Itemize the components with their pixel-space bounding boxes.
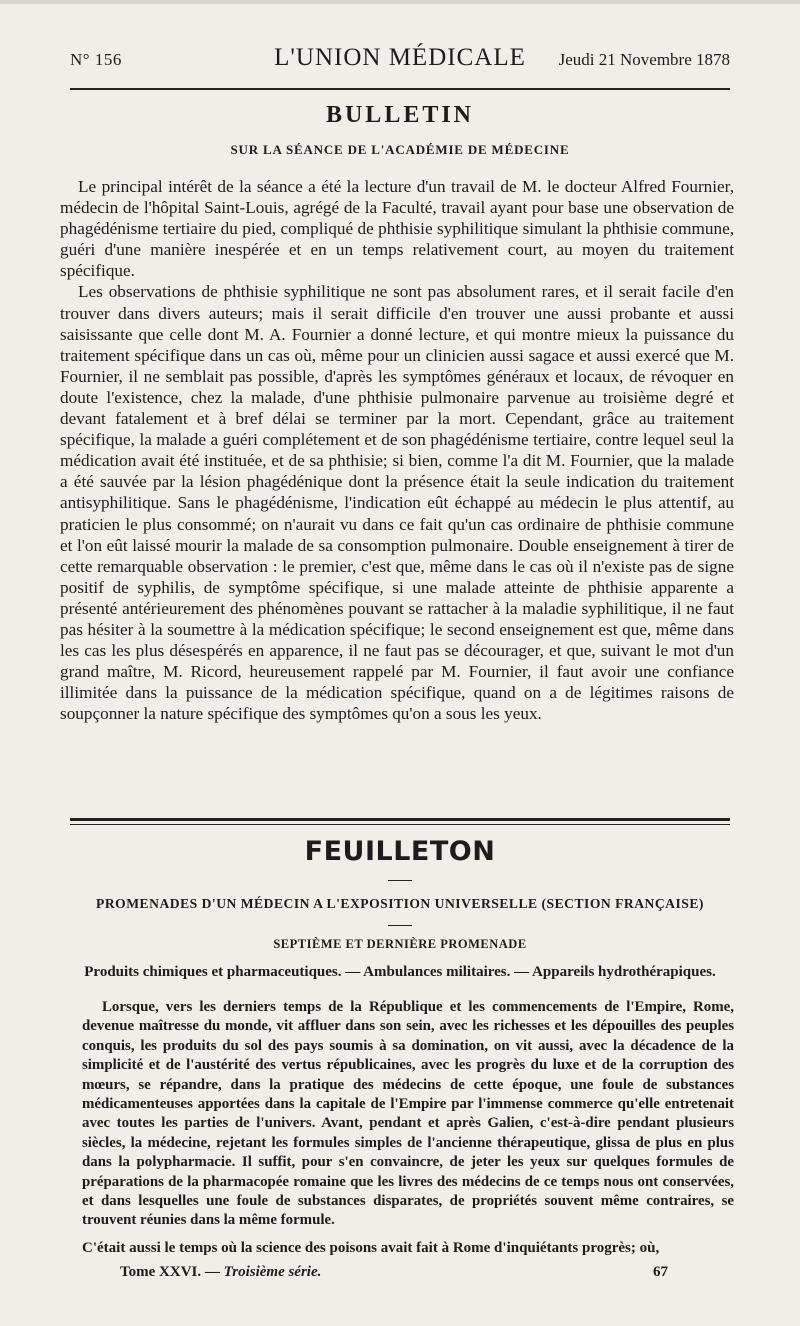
feuilleton-topics: Produits chimiques et pharmaceutiques. — Ambulances militaires. — Appareils hydrothérapiques.	[84, 964, 716, 980]
bulletin-title: BULLETIN	[325, 102, 475, 128]
series-label: Troisième série.	[223, 1264, 322, 1280]
bulletin-paragraph: Le principal intérêt de la séance a été la lecture d'un travail de M. le docteur Alfred Fournier, médecin de l'hôpital Saint-Louis, agrégé de la Faculté, travail ayant pour base une observation de phagédénisme tertiaire du pied, compliqué de phthisie syphilitique simulant la phthisie commune, guéri d'une manière inespérée et en un temps relativement court, au moyen du traitement spécifique.	[60, 177, 734, 281]
volume-info	[120, 1264, 321, 1281]
page-number: 67	[653, 1264, 668, 1280]
feuilleton-paragraph: Lorsque, vers les derniers temps de la République et les commencements de l'Empire, Rome, devenue maîtresse du monde, vit affluer dans son sein, avec les richesses et les dépouilles des peuples conquis, les produits du sol des pays soumis à sa domination, on vit aussi, avec la décadence de la simplicité et de l'austérité des vertus républicaines, avec les progrès du luxe et de la corruption des mœurs, se répandre, dans la pratique des médecins de cette époque, une foule de substances médicamenteuses apportées dans la capitale de l'Empire par l'immense commerce qu'elle entretenait avec toutes les parties de l'univers. Avant, pendant et après Galien, c'est-à-dire pendant plusieurs siècles, la médecine, rejetant les formules simples de l'ancienne thérapeutique, glissa de plus en plus dans la polypharmacie. Il suffit, pour s'en convaincre, de jeter les yeux sur quelques formules de préparations de la pharmacopée romaine que les livres des médecins de ce temps nous ont conservées, et dans lesquelles une foule de substances disparates, de propriétés souvent même contraires, se trouvent réunies dans la même formule.	[82, 999, 734, 1229]
feuilleton-title: FEUILLETON	[304, 836, 496, 867]
issue-date: Jeudi 21 Novembre 1878	[558, 50, 730, 69]
promenade-heading: SEPTIÈME ET DERNIÈRE PROMENADE	[273, 937, 527, 951]
bulletin-paragraph: Les observations de phthisie syphilitique ne sont pas absolument rares, et il serait facile d'en trouver dans divers auteurs; mais il serait difficile d'en trouver une aussi probante et aussi saisissante que celle dont M. A. Fournier a donné lecture, et qui montre mieux la puissance du traitement spécifique dans un cas où, même pour un clinicien aussi sagace et aussi exercé que M. Fournier, il ne semblait pas possible, d'après les symptômes généraux et locaux, de révoquer en doute l'existence, chez la malade, d'une phthisie pulmonaire parvenue au troisième degré et devant fatalement et à bref délai se terminer par la mort. Cependant, grâce au traitement spécifique, la malade a guéri complétement et de son phagédénisme tertiaire, contre lequel seul la médication avait été instituée, et de sa phthisie; si bien, comme l'a dit M. Fournier, que la malade a été sauvée par la lésion phagédénique dont la présence était la seule indication du traitement antisyphilitique. Sans le phagédénisme, l'indication eût échappé au médecin le plus attentif, au praticien le plus consommé; on n'aurait vu dans ce fait qu'un cas ordinaire de phthisie commune et l'on eût laissé mourir la malade de sa consomption pulmonaire. Double enseignement à tirer de cette remarquable observation : le premier, c'est que, même dans le cas où il n'existe pas de signe positif de syphilis, de symptôme spécifique, si une malade atteinte de phthisie apparente a présenté antérieurement des phénomènes pouvant se rattacher à la maladie syphilitique, il ne faut pas hésiter à la soumettre à la médication spécifique; le second enseignement est que, même dans les cas les plus désespérés en apparence, il ne faut pas se décourager, et que, suivant le mot d'un grand maître, M. Ricord, heureusement rappelé par M. Fournier, il faut avoir une confiance illimitée dans la puissance de la médication spécifique, quand on a de légitimes raisons de soupçonner la nature spécifique des symptômes qu'on a sous les yeux.	[60, 282, 734, 724]
masthead-rule	[70, 88, 730, 90]
issue-number: N° 156	[70, 50, 122, 69]
subtitle-divider	[388, 925, 412, 926]
journal-title: L'UNION MÉDICALE	[274, 44, 526, 71]
title-divider	[388, 880, 412, 881]
scan-edge	[0, 0, 800, 4]
feuilleton-body	[82, 998, 734, 1234]
page-footer	[120, 1264, 668, 1286]
tome-label: Tome XXVI. —	[120, 1264, 220, 1280]
bulletin-subtitle: SUR LA SÉANCE DE L'ACADÉMIE DE MÉDECINE	[230, 142, 570, 157]
section-rule-thin	[70, 824, 730, 825]
bulletin-body	[60, 176, 734, 812]
section-rule-thick	[70, 818, 730, 821]
feuilleton-continuation: C'était aussi le temps où la science des poisons avait fait à Rome d'inquiétants progrès; où,	[82, 1240, 660, 1256]
feuilleton-subtitle: PROMENADES D'UN MÉDECIN A L'EXPOSITION UNIVERSELLE (SECTION FRANÇAISE)	[96, 896, 704, 911]
masthead	[70, 44, 730, 84]
